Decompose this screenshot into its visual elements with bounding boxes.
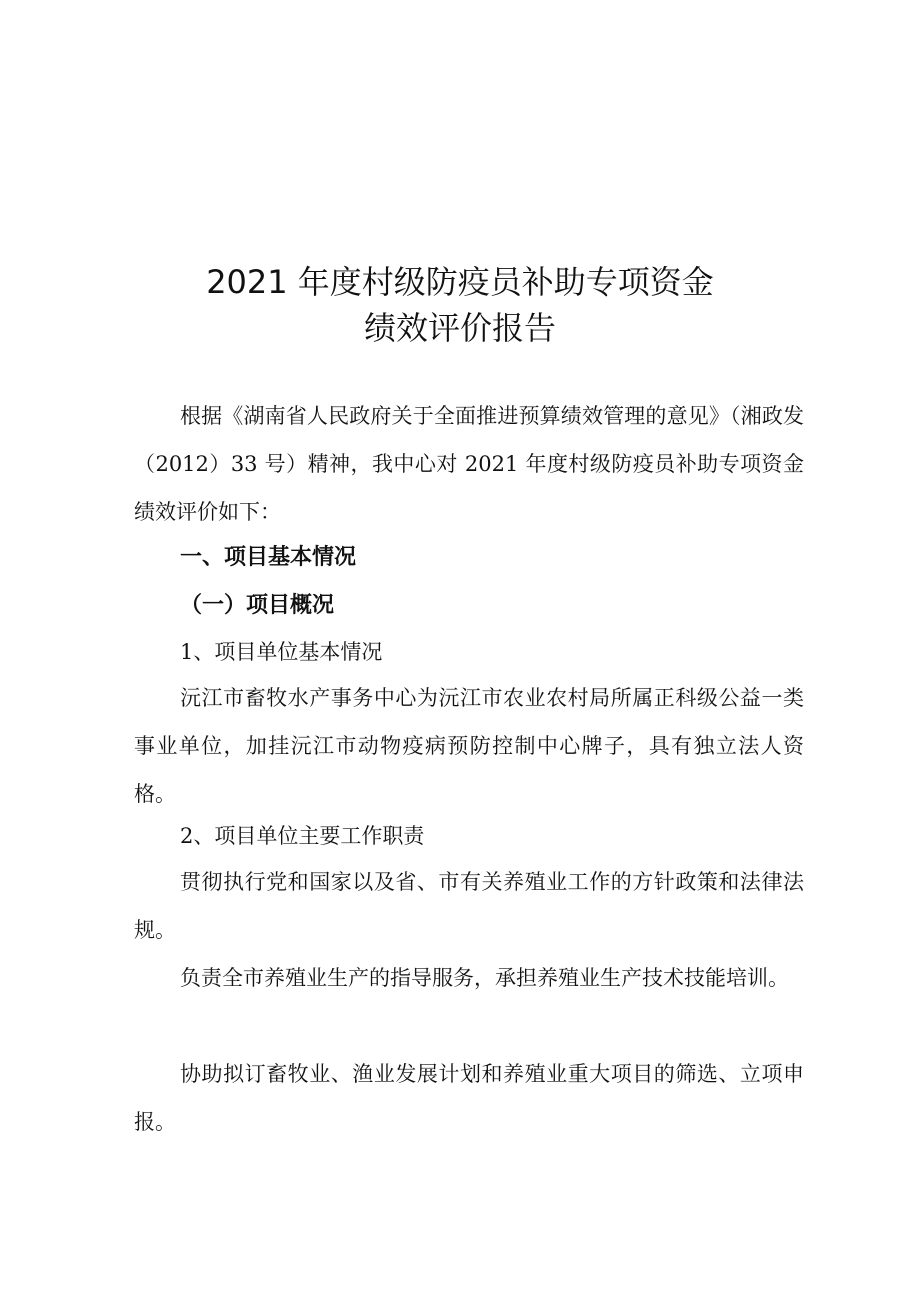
duty-paragraph-2: 负责全市养殖业生产的指导服务，承担养殖业生产技术技能培训。 — [180, 966, 789, 990]
duty-paragraph-1: 贯彻执行党和国家以及省、市有关养殖业工作的方针政策和法律法规。 — [134, 870, 804, 942]
document-title-line-1: 2021 年度村级防疫员补助专项资金 — [206, 263, 714, 301]
intro-paragraph: 根据《湖南省人民政府关于全面推进预算绩效管理的意见》（湘政发（2012）33 号）精神，我中心对 2021 年度村级防疫员补助专项资金绩效评价如下： — [134, 404, 804, 524]
item-heading-unit-info: 1、项目单位基本情况 — [180, 640, 383, 664]
duty-paragraph-3: 协助拟订畜牧业、渔业发展计划和养殖业重大项目的筛选、立项申报。 — [134, 1062, 804, 1134]
unit-info-paragraph: 沅江市畜牧水产事务中心为沅江市农业农村局所属正科级公益一类事业单位，加挂沅江市动物疫病预防控制中心牌子，具有独立法人资格。 — [134, 686, 804, 806]
item-heading-duties: 2、项目单位主要工作职责 — [180, 824, 425, 848]
subsection-heading-overview: （一）项目概况 — [180, 593, 335, 618]
document-title-line-2: 绩效评价报告 — [363, 309, 556, 347]
section-heading-basic-info: 一、项目基本情况 — [180, 545, 357, 570]
